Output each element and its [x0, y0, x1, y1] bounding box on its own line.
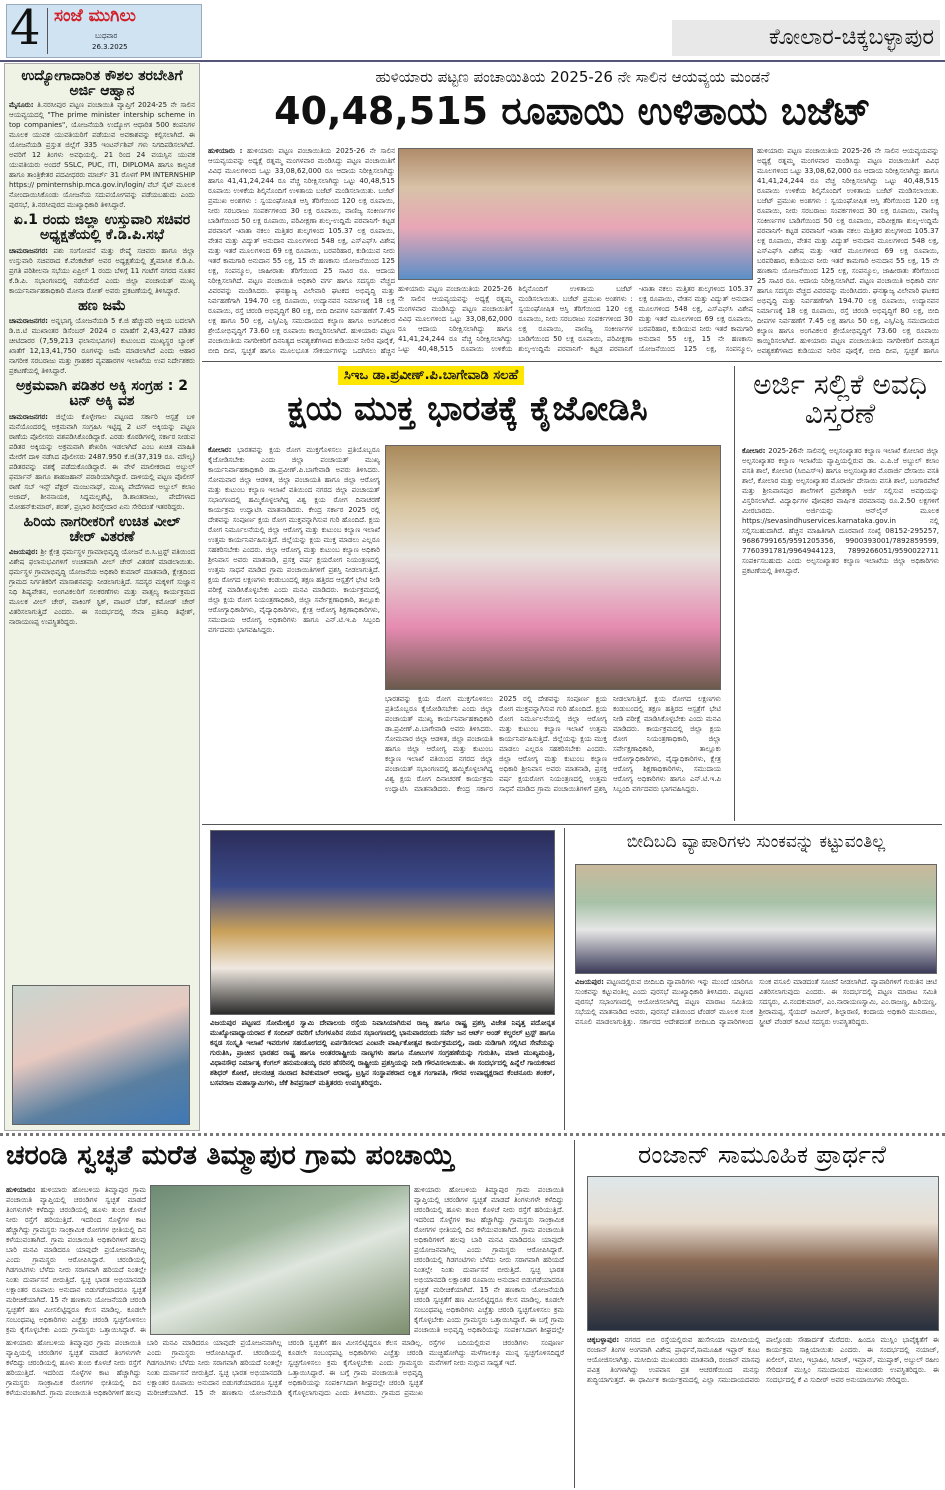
- column-rule: [734, 366, 735, 821]
- dateline: ಚಾಮರಾಜನಗರ:: [9, 317, 48, 326]
- dateline: ಚಾಮರಾಜನಗರ:: [9, 246, 48, 255]
- dateline: ವಿಜಯಪುರ:: [9, 548, 38, 557]
- drain-headline: ಚರಂಡಿ ಸ್ವಚ್ಛತೆ ಮರೆತ ತಿಮ್ಮಾಪುರ ಗ್ರಾಮ ಪಂಚಾಯ್ತಿ: [6, 1140, 455, 1171]
- masthead-divider: [47, 8, 48, 54]
- vendor-meeting-photo: [575, 864, 937, 974]
- drain-photo: [150, 1185, 410, 1335]
- dateline: ಕೋಲಾರ:: [742, 447, 766, 455]
- ramzan-body-text: ನಗರದ ಬಿಬಿ ರಸ್ತೆಯಲ್ಲಿರುವ ಹುಸೇನಿಯಾ ಮಸೀದಿಯಲ್ಲಿ ರಂಜಾನ್ ತಿಂಗಳ ಅಂಗವಾಗಿ ವಿಶೇಷ ಪ್ರಾರ್ಥನೆ,ಸಾಮೂಹಿಕ ಇಫ್ತಾರ್ ಕೂಟ ಆಯೋಜಿಸಲಾಗಿತ್ತು. ಮಸೀದಿಯ ಮುಖಂಡರು ಮಾತನಾಡಿ, ರಂಜಾನ್ ಮಾಸವು ಪವಿತ್ರ ತಿಂಗಳಾಗಿದ್ದು ಉಪವಾಸ ವ್ರತ ಆಚರಣೆಯಿಂದ ಮನಸ್ಸು ಶುದ್ಧಿಯಾಗುತ್ತದೆ. ಈ ಧಾರ್ಮಿಕ ಕಾರ್ಯಕ್ರಮದಲ್ಲಿ ಎಲ್ಲಾ ಸಮುದಾಯದವರು ಪಾಲ್ಗೊಂಡು ಸೌಹಾರ್ದತೆ ಮೆರೆದರು. ಹಿಂದೂ ಮುಸ್ಲಿಂ ಭಾವೈಕ್ಯತೆಗೆ ಈ ಕಾರ್ಯಕ್ರಮ ಸಾಕ್ಷಿಯಾಯಿತು ಎಂದರು. ಈ ಸಂದರ್ಭದಲ್ಲಿ ನಯಾಜ್, ಖಲೀಲ್, ವಸೀಂ, ಇಬ್ರಾಹಿಂ, ಸಿರಾಜ್, ಇಮ್ರಾನ್, ಮುಷ್ತಾಕ್, ಅಬ್ದುಲ್ ರಹೀಂ ಸೇರಿದಂತೆ ಮುಸ್ಲಿಂ ಸಮುದಾಯದ ಮುಖಂಡರು ಉಪಸ್ಥಿತರಿದ್ದರು. ಈ ಸಂದರ್ಭದಲ್ಲಿ ಕೆ ವಿ ಸುದೀರ್ ಅವರ ಅನುಯಾಯಿಗಳು ಸೇರಿದ್ದರು.: [587, 1336, 939, 1384]
- lead-body-bottom: [398, 284, 753, 358]
- left-story-body: ಅನ್ನಭಾಗ್ಯ ಯೋಜನೆಯಡಿ 5 ಕೆ.ಜಿ ಹೆಚ್ಚುವರಿ ಅಕ್ಕಿಯ ಬದಲಾಗಿ ಡಿ.ಬಿ.ಟಿ ಮುಖಾಂತರ ಡಿಸೆಂಬರ್ 2024 ರ ಮಾಹೆಗೆ 2,43,427 ಪಡಿತರ ಚೀಟಿದಾರರ (7,59,213 ಫಲಾನುಭವಿಗಳ) ಕುಟುಂಬದ ಮುಖ್ಯಸ್ಥರ ಬ್ಯಾಂಕ್ ಖಾತೆಗೆ 12,13,41,750 ರೂಗಳನ್ನು ಜಮೆ ಮಾಡಲಾಗಿದೆ ಎಂದು ಆಹಾರ ನಾಗರೀಕ ಸರಬರಾಜು ಮತ್ತು ಗ್ರಾಹಕರ ವ್ಯವಹಾರಗಳ ಇಲಾಖೆಯ ಉಪ ನಿರ್ದೇಶಕರು ಪ್ರಕಟಣೆಯಲ್ಲಿ ತಿಳಿಸಿದ್ದಾರೆ.: [9, 317, 195, 376]
- drain-body-right: [414, 1185, 564, 1335]
- dateline: ಮೈಸೂರು:: [9, 101, 34, 110]
- lead-body-continued: ಹುಳಿಯಾರು ಪಟ್ಟಣ ಪಂಚಾಯಿತಿಯ 2025-26 ನೇ ಸಾಲಿನ ಆಯವ್ಯಯವನ್ನು ಅಧ್ಯಕ್ಷೆ ರತ್ನಮ್ಮ ಮಂಗಳವಾರ ಮಂಡಿಸಿದ್ದು ಪಟ್ಟಣ ಪಂಚಾಯಿತಿಗೆ ವಿವಿಧ ಮೂಲಗಳಿಂದ ಒಟ್ಟು 33,08,62,000 ರೂ ಆದಾಯ ನಿರೀಕ್ಷಿಸಲಾಗಿದ್ದು ಹಾಗೂ 41,41,24,244 ರೂ ವೆಚ್ಚ ನಿರೀಕ್ಷಿಸಲಾಗಿದ್ದು ಒಟ್ಟು 40,48,515 ರೂಪಾಯಿ ಉಳಿಕೆಯ ಶಿಲ್ಕಿನೊಂದಿಗೆ ಉಳಿತಾಯ ಬಜೆಟ್ ಮಂಡಿಸಲಾಯಿತು. ಬಜೆಟ್ ಪ್ರಮುಖ ಅಂಶಗಳು : ಸ್ವಯಂಘೋಷಿತ ಆಸ್ತಿ ತೆರಿಗೆಯಿಂದ 120 ಲಕ್ಷ ರೂಪಾಯಿ, ನೀರು ಸರಬರಾಜು ಸಂಪರ್ಕಗಳಿಂದ 30 ಲಕ್ಷ ರೂಪಾಯಿ, ವಾಣಿಜ್ಯ ಸಂಕೀರ್ಣಗಳ ಬಾಡಿಗೆಯಿಂದ 50 ಲಕ್ಷ ರೂಪಾಯಿ, ಪರಿವೀಕ್ಷಣಾ ಶುಲ್ಕ-ಉದ್ದಿಮೆ ಪರವಾನಿಗೆ- ಕಟ್ಟಡ ಪರವಾನಿಗೆ -ಖಾತಾ ನಕಲು ಮತ್ತಿತರ ಶುಲ್ಕಗಳಿಂದ 105.37 ಲಕ್ಷ ರೂಪಾಯಿ, ವೇತನ ಮತ್ತು ವಿದ್ಯುತ್ ಅನುದಾನ ಮೂಲಗಳಿಂದ 548 ಲಕ್ಷ, ಎಸ್ಎಫ್‌ಸಿ ವಿಶೇಷ ಮತ್ತು ಇತರೆ ಮೂಲಗಳಿಂದ 69 ಲಕ್ಷ ರೂಪಾಯಿ, ಬರಪರಿಹಾರ, ಕುಡಿಯುವ ನೀರು ಇತರೆ ಕಾಮಗಾರಿ ಅನುದಾನ 55 ಲಕ್ಷ, 15 ನೇ ಹಣಕಾಸು ಯೋಜನೆಯಿಂದ 125 ಲಕ್ಷ, ಸಂಪನ್ಮೂಲ,: [398, 285, 753, 353]
- page-number: 4: [10, 0, 41, 56]
- lead-body: ಹುಳಿಯಾರು ಪಟ್ಟಣ ಪಂಚಾಯಿತಿಯ 2025-26 ನೇ ಸಾಲಿನ ಆಯವ್ಯಯವನ್ನು ಅಧ್ಯಕ್ಷೆ ರತ್ನಮ್ಮ ಮಂಗಳವಾರ ಮಂಡಿಸಿದ್ದು ಪಟ್ಟಣ ಪಂಚಾಯಿತಿಗೆ ವಿವಿಧ ಮೂಲಗಳಿಂದ ಒಟ್ಟು 33,08,62,000 ರೂ ಆದಾಯ ನಿರೀಕ್ಷಿಸಲಾಗಿದ್ದು ಹಾಗೂ 41,41,24,244 ರೂ ವೆಚ್ಚ ನಿರೀಕ್ಷಿಸಲಾಗಿದ್ದು ಒಟ್ಟು 40,48,515 ರೂಪಾಯಿ ಉಳಿಕೆಯ ಶಿಲ್ಕಿನೊಂದಿಗೆ ಉಳಿತಾಯ ಬಜೆಟ್ ಮಂಡಿಸಲಾಯಿತು. ಬಜೆಟ್ ಪ್ರಮುಖ ಅಂಶಗಳು : ಸ್ವಯಂಘೋಷಿತ ಆಸ್ತಿ ತೆರಿಗೆಯಿಂದ 120 ಲಕ್ಷ ರೂಪಾಯಿ, ನೀರು ಸರಬರಾಜು ಸಂಪರ್ಕಗಳಿಂದ 30 ಲಕ್ಷ ರೂಪಾಯಿ, ವಾಣಿಜ್ಯ ಸಂಕೀರ್ಣಗಳ ಬಾಡಿಗೆಯಿಂದ 50 ಲಕ್ಷ ರೂಪಾಯಿ, ಪರಿವೀಕ್ಷಣಾ ಶುಲ್ಕ-ಉದ್ದಿಮೆ ಪರವಾನಿಗೆ- ಕಟ್ಟಡ ಪರವಾನಿಗೆ -ಖಾತಾ ನಕಲು ಮತ್ತಿತರ ಶುಲ್ಕಗಳಿಂದ 105.37 ಲಕ್ಷ ರೂಪಾಯಿ, ವೇತನ ಮತ್ತು ವಿದ್ಯುತ್ ಅನುದಾನ ಮೂಲಗಳಿಂದ 548 ಲಕ್ಷ, ಎಸ್ಎಫ್‌ಸಿ ವಿಶೇಷ ಮತ್ತು ಇತರೆ ಮೂಲಗಳಿಂದ 69 ಲಕ್ಷ ರೂಪಾಯಿ, ಬರಪರಿಹಾರ, ಕುಡಿಯುವ ನೀರು ಇತರೆ ಕಾಮಗಾರಿ ಅನುದಾನ 55 ಲಕ್ಷ, 15 ನೇ ಹಣಕಾಸು ಯೋಜನೆಯಿಂದ 125 ಲಕ್ಷ, ಸಂಪನ್ಮೂಲ, ಜಾಹೀರಾತು ತೆರಿಗೆಯಿಂದ 25 ಸಾವಿರ ರೂ. ಆದಾಯ ನಿರೀಕ್ಷಿಸಲಾಗಿದೆ. ಪಟ್ಟಣ ಪಂಚಾಯಿತಿ ಅಧಿಕಾರಿ ವರ್ಗ ಹಾಗೂ ಸದಸ್ಯರು ವೆಚ್ಚದ ವಿವರವನ್ನು ಮಂಡಿಸಿದರು. ಘನತ್ಯಾಜ್ಯ ವಿಲೇವಾರಿ ಘಟಕದ ಅಭಿವೃದ್ಧಿ ಮತ್ತು ನಿರ್ವಹಣೆಗಾಗಿ 194.70 ಲಕ್ಷ ರೂಪಾಯಿ, ಉದ್ಯಾನವನ ನಿರ್ಮಾಣಕ್ಕೆ 18 ಲಕ್ಷ ರೂಪಾಯಿ, ರಸ್ತೆ ಚರಂಡಿ ಅಭಿವೃದ್ಧಿಗೆ 80 ಲಕ್ಷ, ಬೀದಿ ದೀಪಗಳ ನಿರ್ವಹಣೆಗೆ 7.45 ಲಕ್ಷ ಹಾಗೂ 50 ಲಕ್ಷ, ಎಸ್ಸಿ/ಎಸ್ಟಿ ಸಮುದಾಯದ ಕಲ್ಯಾಣ ಹಾಗೂ ಅಂಗವಿಕಲರ ಶ್ರೇಯೋಭಿವೃದ್ಧಿಗೆ 73.60 ಲಕ್ಷ ರೂಪಾಯಿ ಕಾಯ್ದಿರಿಸಲಾಗಿದೆ. ಹುಳಿಯಾರು ಪಟ್ಟಣ ಪಂಚಾಯಿತಿಯ ನಾಗರೀಕರಿಗೆ ದಿನನಿತ್ಯದ ಅವಶ್ಯಕತೆಗಳಾದ ಕುಡಿಯುವ ನೀರಿನ ಪೂರೈಕೆ, ಬೀದಿ ದೀಪ, ಸ್ವಚ್ಛತೆ ಹಾಗೂ ಮೂಲಭೂತ ಸೌಕರ್ಯಗಳನ್ನು ಒದಗಿಸಲು ಹೆಚ್ಚಿನ: [208, 147, 395, 355]
- issue-date: 26.3.2025: [92, 43, 128, 51]
- edition-name: ಕೋಲಾರ-ಚಿಕ್ಕಬಳ್ಳಾಪುರ: [672, 20, 940, 56]
- lead-body-right: [757, 146, 939, 358]
- column-rule: [564, 828, 565, 1130]
- award-ceremony-photo: [210, 830, 555, 1015]
- left-story-3: [9, 299, 195, 377]
- dateline: ಚಿಕ್ಕಬಳ್ಳಾಪುರ:: [587, 1336, 620, 1344]
- left-story-body: ತಿ.ನರಸೀಪುರ ಪಟ್ಟಣ ಪಂಚಾಯಿತಿ ವ್ಯಾಪ್ತಿಗೆ 2024-25 ನೇ ಸಾಲಿನ ಆಯವ್ಯಯದಲ್ಲಿ "The prime minister intership scheme in top companies", ಯೋಜನೆಯಡಿ ಉದ್ಯೋಗ ಆಧಾರಿತ 500 ಕಂಪನಿಗಳ ಮೂಲಕ ಯುವಕ ಯುವತಿಯರಿಗೆ ಪಡೆಯುವ ಅವಕಾಶವನ್ನು ಕಲ್ಪಿಸಲಾಗಿದೆ. ಈ ಯೋಜನೆಯಡಿ ಪ್ರಸ್ತುತ ಜಿಲ್ಲೆಗೆ 335 ಇಂಟರ್ನ್‌ಶಿಪ್ ಗಳು ನಿಗದಿಪಡಿಸಲಾಗಿದೆ. ಅವರಿಗೆ 12 ತಿಂಗಳು ಅವಧಿಯಲ್ಲಿ. 21 ರಿಂದ 24 ವಯಸ್ಸಿನ ಯುವಕ ಯುವತಿಯರು ಅಂದರೆ SSLC, PUC, ITI, DIPLOMA ಹಾಗೂ ಕಾಲ್ಪನಿಕ ಹಾಗೂ ತಾಂತ್ರಿಕೇತರ ಪದವೀಧರರು ಮಾರ್ಚ್ 31 ರೊಳಗೆ PM INTERNSHIP https:// pminternship.mca.gov.in/login/ ವೆಬ್ ಸೈಟ್ ಮೂಲಕ ನೋಂದಾಯಿಸಿಕೊಂಡು ಯೋಜನೆಯ ಸದುಪಯೋಗವನ್ನು ಪಡೆಯಬಹುದು ಎಂದು ಪುರಸಭೆ, ತಿ.ನರಸೀಪುರದ ಮುಖ್ಯಾಧಿಕಾರಿ ತಿಳಿಸಿದ್ದಾರೆ.: [9, 101, 195, 210]
- left-story-body: ಪಶು ಸಂಗೋಪನೆ ಮತ್ತು ರೇಷ್ಮೆ ಸಚಿವರು ಹಾಗೂ ಜಿಲ್ಲಾ ಉಸ್ತುವಾರಿ ಸಚಿವರಾದ ಕೆ.ವೆಂಕಟೇಶ್ ಅವರ ಅಧ್ಯಕ್ಷತೆಯಲ್ಲಿ ತ್ರೈಮಾಸಿಕ ಕೆ.ಡಿ.ಪಿ. ಪ್ರಗತಿ ಪರಿಶೀಲನಾ ಸಭೆಯು ಏಪ್ರಿಲ್ 1 ರಂದು ಬೆಳಿಗ್ಗೆ 11 ಗಂಟೆಗೆ ನಗರದ ನೂತನ ಕೆ.ಡಿ.ಪಿ. ಸಭಾಂಗಣದಲ್ಲಿ ನಡೆಯಲಿದೆ ಎಂದು ಜಿಲ್ಲಾ ಪಂಚಾಯತ್ ಮುಖ್ಯ ಕಾರ್ಯನಿರ್ವಾಹಕಾಧಿಕಾರಿ ಮೋನಾ ರೋತ್ ಅವರು ಪ್ರಕಟಣೆಯಲ್ಲಿ ತಿಳಿಸಿದ್ದಾರೆ.: [9, 246, 195, 295]
- ramzan-prayer-photo: [587, 1176, 939, 1331]
- application-body: [742, 446, 939, 821]
- column-rule: [574, 1140, 575, 1488]
- left-story-5: [9, 515, 195, 627]
- ramzan-body: [587, 1335, 939, 1487]
- drain-body-bottom: [6, 1338, 564, 1488]
- section-rule: [202, 361, 942, 362]
- ramzan-headline: ರಂಜಾನ್ ಸಾಮೂಹಿಕ ಪ್ರಾರ್ಥನೆ: [637, 1140, 887, 1169]
- vendor-body-text: ಪಟ್ಟಣದಲ್ಲಿರುವ ಬೀದಿಬದಿ ವ್ಯಾಪಾರಿಗಳು ಇನ್ನು ಮುಂದೆ ಯಾರಿಗೂ ಸುಂಕವನ್ನು ಕಟ್ಟುವಂತಿಲ್ಲ ಎಂದು ಪುರಸಭೆ ಮುಖ್ಯಾಧಿಕಾರಿ ತಿಳಿಸಿದರು. ಪಟ್ಟಣದ ಪುರಸಭೆ ಸಭಾಂಗಣದಲ್ಲಿ ಆಯೋಜಿಸಲಾಗಿದ್ದ ಪಟ್ಟಣ ಮಾರಾಟ ಸಮಿತಿಯ ಸಭೆಯಲ್ಲಿ ಮಾತನಾಡಿದ ಅವರು, ಪುರಸಭೆ ವತಿಯಿಂದ ಟೆಂಡರ್ ಮೂಲಕ ಸುಂಕ ವಸೂಲಿ ಮಾಡಲಾಗುತ್ತಿತ್ತು. ಸರ್ಕಾರದ ಆದೇಶದಂತೆ ಬೀದಿಬದಿ ವ್ಯಾಪಾರಿಗಳಿಂದ ಸುಂಕ ವಸೂಲಿ ಮಾಡದಂತೆ ಸೂಚನೆ ನೀಡಲಾಗಿದೆ. ವ್ಯಾಪಾರಿಗಳಿಗೆ ಗುರುತಿನ ಚೀಟಿ ವಿತರಿಸಲಾಗುವುದು ಎಂದರು. ಈ ಸಂದರ್ಭದಲ್ಲಿ ಪಟ್ಟಣ ಮಾರಾಟ ಸಮಿತಿ ಸದಸ್ಯರು, ವಿ.ನಂದಕುಮಾರ್, ಎಂ.ನಾರಾಯಣಸ್ವಾಮಿ, ಎಂ.ರಾಜಣ್ಣ, ಹಿರಿಯಣ್ಣ, ಶ್ರೀರಾಮಪ್ಪ, ಸೈಯದ್ ಜಮೀರ್, ಶಿಲ್ಪಾರಾಣಿ, ಕಂದಾಯ ಅಧಿಕಾರಿ ಮುನಿರಾಜು, ಸ್ಟ್ರೀಟ್ ವೆಂಡರ್ ಕಮಿಟಿ ಸದಸ್ಯರು ಉಪಸ್ಥಿತರಿದ್ದರು.: [575, 978, 937, 1026]
- lead-body-left: [208, 146, 395, 358]
- tb-event-photo: [385, 445, 721, 690]
- left-story-headline: ಉದ್ಯೋಗಾದಾರಿತ ಕೌಶಲ ತರಬೇತಿಗೆ ಅರ್ಜಿ ಆಹ್ವಾನ: [21, 68, 183, 99]
- left-story-1: [9, 69, 195, 210]
- tb-body: ಭಾರತವನ್ನು ಕ್ಷಯ ರೋಗ ಮುಕ್ತಗೊಳಿಸಲು ಪ್ರತಿಯೊಬ್ಬರೂ ಕೈಜೋಡಿಸಬೇಕು ಎಂದು ಜಿಲ್ಲಾ ಪಂಚಾಯತ್ ಮುಖ್ಯ ಕಾರ್ಯನಿರ್ವಾಹಕಾಧಿಕಾರಿ ಡಾ.ಪ್ರವೀಣ್.ಪಿ.ಬಾಗೇವಾಡಿ ಅವರು ತಿಳಿಸಿದರು. ಸೋಮವಾರ ಜಿಲ್ಲಾ ಆಡಳಿತ, ಜಿಲ್ಲಾ ಪಂಚಾಯತಿ ಹಾಗೂ ಜಿಲ್ಲಾ ಆರೋಗ್ಯ ಮತ್ತು ಕುಟುಂಬ ಕಲ್ಯಾಣ ಇಲಾಖೆ ವತಿಯಿಂದ ನಗರದ ಜಿಲ್ಲಾ ಪಂಚಾಯತ್ ಸಭಾಂಗಣದಲ್ಲಿ ಹಮ್ಮಿಕೊಳ್ಳಲಾಗಿದ್ದ ವಿಶ್ವ ಕ್ಷಯ ರೋಗ ದಿನಾಚರಣೆ ಕಾರ್ಯಕ್ರಮ ಉದ್ಘಾಟಿಸಿ ಮಾತನಾಡಿದರು. ಕೇಂದ್ರ ಸರ್ಕಾರ 2025 ರಲ್ಲಿ ದೇಶವನ್ನು ಸಂಪೂರ್ಣ ಕ್ಷಯ ರೋಗ ಮುಕ್ತವನ್ನಾಗಿಸುವ ಗುರಿ ಹೊಂದಿದೆ. ಕ್ಷಯ ರೋಗ ನಿರ್ಮೂಲನೆಯಲ್ಲಿ ಜಿಲ್ಲಾ ಆರೋಗ್ಯ ಮತ್ತು ಕುಟುಂಬ ಕಲ್ಯಾಣ ಇಲಾಖೆ ಉತ್ತಮ ಕಾರ್ಯನಿರ್ವಹಿಸುತ್ತಿದೆ. ಜಿಲ್ಲೆಯನ್ನು ಕ್ಷಯ ಮುಕ್ತ ಮಾಡಲು ಎಲ್ಲರೂ ಸಹಕರಿಸಬೇಕು ಎಂದರು. ಜಿಲ್ಲಾ ಆರೋಗ್ಯ ಮತ್ತು ಕುಟುಂಬ ಕಲ್ಯಾಣ ಅಧಿಕಾರಿ ಶ್ರೀನಿವಾಸ ಅವರು ಮಾತನಾಡಿ, ಪ್ರಸಕ್ತ ವರ್ಷ ಕ್ಷಯರೋಗ ನಿಯಂತ್ರಣದಲ್ಲಿ ಉತ್ತಮ ಸಾಧನೆ ಮಾಡಿದ ಗ್ರಾಮ ಪಂಚಾಯಿತಿಗಳಿಗೆ ಪ್ರಶಸ್ತಿ ನೀಡಲಾಗುತ್ತಿದೆ. ಕ್ಷಯ ರೋಗದ ಲಕ್ಷಣಗಳು ಕಂಡುಬಂದಲ್ಲಿ ತಕ್ಷಣ ಹತ್ತಿರದ ಆಸ್ಪತ್ರೆಗೆ ಭೇಟಿ ನೀಡಿ ಪರೀಕ್ಷೆ ಮಾಡಿಸಿಕೊಳ್ಳಬೇಕು ಎಂದು ಮನವಿ ಮಾಡಿದರು. ಕಾರ್ಯಕ್ರಮದಲ್ಲಿ ಜಿಲ್ಲಾ ಕ್ಷಯ ರೋಗ ನಿಯಂತ್ರಣಾಧಿಕಾರಿ, ಜಿಲ್ಲಾ ಸರ್ವೇಕ್ಷಣಾಧಿಕಾರಿ, ತಾಲ್ಲೂಕು ಆರೋಗ್ಯಾಧಿಕಾರಿಗಳು, ವೈದ್ಯಾಧಿಕಾರಿಗಳು, ಕ್ಷೇತ್ರ ಆರೋಗ್ಯ ಶಿಕ್ಷಣಾಧಿಕಾರಿಗಳು, ಸಮುದಾಯ ಆರೋಗ್ಯ ಅಧಿಕಾರಿಗಳು ಹಾಗೂ ಎನ್.ಟಿ.ಇ.ಪಿ ಸಿಬ್ಬಂದಿ ವರ್ಗದವರು ಭಾಗವಹಿಸಿದ್ದರು.: [208, 446, 380, 634]
- left-story-headline: ಹಣ ಜಮೆ: [78, 297, 126, 314]
- left-story-headline: ಅಕ್ರಮವಾಗಿ ಪಡಿತರ ಅಕ್ಕಿ ಸಂಗ್ರಹ : 2 ಟನ್ ಅಕ್ಕಿ ವಶ: [16, 378, 188, 410]
- paper-name-logo: ಸಂಜೆ ಮುಗಿಲು: [54, 6, 136, 26]
- left-story-headline: ಹಿರಿಯ ನಾಗರೀಕರಿಗೆ ಉಚಿತ ವೀಲ್ ಚೇರ್ ವಿತರಣೆ: [23, 513, 181, 545]
- left-story-body: ಜಿಲ್ಲೆಯ ಕೊಳ್ಳೇಗಾಲ ಪಟ್ಟಣದ ಸರ್ಕಾರಿ ಆಸ್ಪತ್ರೆ ಬಳಿ ಮನೆಯೊಂದರಲ್ಲಿ ಅಕ್ರಮವಾಗಿ ಸಂಗ್ರಹಿಸಿ ಇಟ್ಟಿದ್ದ 2 ಟನ್ ಅಕ್ಕಿಯನ್ನು ಪಟ್ಟಣ ಠಾಣೆಯ ಪೊಲೀಸರು ವಶಪಡಿಸಿಕೊಂಡಿದ್ದಾರೆ. ಎರಡು ಕೊಠಡಿಗಳಲ್ಲಿ ಸರ್ಕಾರ ನೀಡುವ ಪಡಿತರ ಅಕ್ಕಿಯನ್ನು ಅಕ್ರಮವಾಗಿ ಶೇಖರಿಸಿ ಇಡಲಾಗಿದೆ ಎಂಬ ಖಚಿತ ಮಾಹಿತಿ ಮೇರೆಗೆ ದಾಳಿ ನಡೆಸಿದ ಪೊಲೀಸರು 2487.950 ಕೆ.ಜಿ(37,319 ರೂ. ಮೌಲ್ಯ) ಪಡಿತರವನ್ನು ವಶಕ್ಕೆ ಪಡೆದುಕೊಂಡಿದ್ದಾರೆ. ಈ ವೇಳೆ ಮಾಲೀಕರಾದ ಅಬ್ದುಲ್ ಫರ್ಮಾನ್ ಹಾಗೂ ಶಾಹಜಹಾನ್ ಪರಾರಿಯಾಗಿದ್ದಾರೆ. ದಾಳಿಯಲ್ಲಿ ಪಟ್ಟಣ ಪೊಲೀಸ್ ಠಾಣೆ ಸಬ್ ಇನ್ಸ್ ಪೆಕ್ಟರ್ ಮಂಜುನಾಥ್, ಮುಖ್ಯ ಪೇದೆಗಳಾದ ಅಬ್ದುಲ್ ಕಲಾಂ ಅಜಾದ್, ಶೀನನಾಯಕ, ಸಿದ್ದಮಲ್ಲಶೆಟ್ಟಿ, ಡಿ.ಶಾಂತರಾಜು, ಪೇದೆಗಳಾದ ಮೋಹನ್‌ಕುಮಾರ್, ಶರತ್, ಪ್ರಭಾರ ಶಿರಸ್ತೇದಾರ ಏನು ಸೇರಿದಂತೆ ಇತರರಿದ್ದರು.: [9, 412, 195, 511]
- award-caption: ವಿಜಯಪುರ ಪಟ್ಟಣದ ಸೋಮೇಶ್ವರ ಸ್ವಾಮಿ ದೇವಾಲಯ ರಸ್ತೆಯ ನಿವಾಸಿಯಾಗಿರುವ ರಾಜ್ಯ ಹಾಗೂ ರಾಷ್ಟ್ರ ಪ್ರಶಸ್ತಿ ವಿಜೇತ ನಿವೃತ್ತ ಪದೋನ್ನತ ಮುಖ್ಯೋಪಾಧ್ಯಾಯರಾದ ಕೆ ಸಂದೀಪ್ ರವರಿಗೆ ಬೆಂಗಳೂರಿನ ನಯನ ಸಭಾಂಗಣದಲ್ಲಿ ಭಾನುವಾರದಂದು ಸರ್ವೇ ಜನ ಆರ್ಟ್ ಅಂಡ್ ಕಲ್ಚರಲ್ ಟ್ರಸ್ಟ್ ಹಾಗೂ ಕನ್ನಡ ಸಂಸ್ಕೃತಿ ಇಲಾಖೆ ಇವರುಗಳ ಸಹಯೋಗದಲ್ಲಿ ಏರ್ಪಡಿಸಲಾದ ಎಂಟನೇ ವಾರ್ಷಿಕೋತ್ಸವ ಕಾರ್ಯಕ್ರಮದಲ್ಲಿ, ನಾಡು ನುಡಿಗಾಗಿ ಸಲ್ಲಿಸಿದ ಸೇವೆಯನ್ನು ಗುರುತಿಸಿ, ಪ್ರಾಚೀನ ಭಾರತದ ರಾಷ್ಟ್ರ ಹಾಗೂ ಅಂತರರಾಷ್ಟ್ರೀಯ ನಾಣ್ಯಗಳು ಹಾಗೂ ನೋಟುಗಳ ಸಂಗ್ರಹಣೆಯನ್ನು ಗುರುತಿಸಿ, ಮಾಜಿ ಮುಖ್ಯಮಂತ್ರಿ, ವಿಧಾನಸೌಧ ನಿರ್ಮಾತೃ ಕೆಂಗಲ್ ಹನುಮಂತಯ್ಯ ರವರ ಹೆಸರಿನಲ್ಲಿ ರಾಷ್ಟ್ರೀಯ ಪ್ರಶಸ್ತಿಯನ್ನು ನೀಡಿ ಗೌರವಿಸಲಾಯಿತು. ಈ ಸಂದರ್ಭದಲ್ಲಿ ಹಿನ್ನೆಲೆ ಗಾಯಕರಾದ ಶಶಿಧರ್ ಕೋಟೆ, ಚಲನಚಿತ್ರ ನಟರಾದ ಶಿವಕುಮಾರ್ ಆರಾಧ್ಯ, ಟ್ರಸ್ಟಿನ ಸಂಸ್ಥಾಪಕರಾದ ಲಕ್ಷಿತ ಗಂಗಾಪತಿ, ಗೌರವ ಉಪಾಧ್ಯಕ್ಷರಾದ ಕೆಂಚನೂರು ಶಂಕರ್, ಬಸವರಾಜ ಮಹಾಸ್ವಾಮಿಗಳು, ಜೆಕೆ ಶಿವಪ್ರಸಾದ್ ಮತ್ತಿತರರು ಉಪಸ್ಥಿತರಿದ್ದರು.: [210, 1019, 555, 1087]
- dateline: ಚಾಮರಾಜನಗರ:: [9, 412, 48, 421]
- left-story-headline: ಏ.1 ರಂದು ಜಿಲ್ಲಾ ಉಸ್ತುವಾರಿ ಸಚಿವರ ಅಧ್ಯಕ್ಷತೆಯಲ್ಲಿ ಕೆ.ಡಿ.ಪಿ.ಸಭೆ: [13, 212, 191, 244]
- masthead-rule: [0, 60, 945, 62]
- dateline: ಹುಳಿಯಾರು :: [208, 147, 243, 155]
- drain-body-text: ಹುಳಿಯಾರು ಹೋಬಳಿಯ ತಿಮ್ಮಾಪುರ ಗ್ರಾಮ ಪಂಚಾಯಿತಿ ವ್ಯಾಪ್ತಿಯಲ್ಲಿ ಚರಂಡಿಗಳ ಸ್ವಚ್ಛತೆ ಮಾಡದೆ ತಿಂಗಳುಗಳೇ ಕಳೆದಿದ್ದು ಚರಂಡಿಯಲ್ಲಿ ಹೂಳು ತುಂಬಿ ಕೊಳಚೆ ನೀರು ರಸ್ತೆಗೆ ಹರಿಯುತ್ತಿದೆ. ಇದರಿಂದ ಸೊಳ್ಳೆಗಳ ಕಾಟ ಹೆಚ್ಚಾಗಿದ್ದು ಗ್ರಾಮಸ್ಥರು ಸಾಂಕ್ರಾಮಿಕ ರೋಗಗಳ ಭೀತಿಯಲ್ಲಿ ದಿನ ಕಳೆಯುವಂತಾಗಿದೆ. ಗ್ರಾಮ ಪಂಚಾಯಿತಿ ಅಧಿಕಾರಿಗಳಿಗೆ ಹಲವು ಬಾರಿ ಮನವಿ ಮಾಡಿದರೂ ಯಾವುದೇ ಪ್ರಯೋಜನವಾಗಿಲ್ಲ ಎಂದು ಗ್ರಾಮಸ್ಥರು ಆರೋಪಿಸಿದ್ದಾರೆ. ಚರಂಡಿಯಲ್ಲಿ ಗಿಡಗಂಟಿಗಳು ಬೆಳೆದು ನೀರು ಸರಾಗವಾಗಿ ಹರಿಯದೆ ನಿಂತಲ್ಲೇ ನಿಂತು ದುರ್ವಾಸನೆ ಬೀರುತ್ತಿದೆ. ಸ್ವಚ್ಛ ಭಾರತ ಅಭಿಯಾನದಡಿ ಲಕ್ಷಾಂತರ ರೂಪಾಯಿ ಅನುದಾನ ಬಿಡುಗಡೆಯಾದರೂ ಸ್ವಚ್ಛತೆ ಮರೀಚಿಕೆಯಾಗಿದೆ. 15 ನೇ ಹಣಕಾಸು ಯೋಜನೆಯಡಿ ಚರಂಡಿ ಸ್ವಚ್ಛತೆಗೆ ಹಣ ಮೀಸಲಿಟ್ಟಿದ್ದರೂ ಕೆಲಸ ಮಾಡಿಲ್ಲ. ಕೂಡಲೇ ಸಂಬಂಧಪಟ್ಟ ಅಧಿಕಾರಿಗಳು ಎಚ್ಚೆತ್ತು ಚರಂಡಿ ಸ್ವಚ್ಛಗೊಳಿಸಲು ಕ್ರಮ ಕೈಗೊಳ್ಳಬೇಕು ಎಂದು ಗ್ರಾಮಸ್ಥರು ಒತ್ತಾಯಿಸಿದ್ದಾರೆ. ಈ: [6, 1186, 146, 1334]
- lead-body-continued: ಹುಳಿಯಾರು ಪಟ್ಟಣ ಪಂಚಾಯಿತಿಯ 2025-26 ನೇ ಸಾಲಿನ ಆಯವ್ಯಯವನ್ನು ಅಧ್ಯಕ್ಷೆ ರತ್ನಮ್ಮ ಮಂಗಳವಾರ ಮಂಡಿಸಿದ್ದು ಪಟ್ಟಣ ಪಂಚಾಯಿತಿಗೆ ವಿವಿಧ ಮೂಲಗಳಿಂದ ಒಟ್ಟು 33,08,62,000 ರೂ ಆದಾಯ ನಿರೀಕ್ಷಿಸಲಾಗಿದ್ದು ಹಾಗೂ 41,41,24,244 ರೂ ವೆಚ್ಚ ನಿರೀಕ್ಷಿಸಲಾಗಿದ್ದು ಒಟ್ಟು 40,48,515 ರೂಪಾಯಿ ಉಳಿಕೆಯ ಶಿಲ್ಕಿನೊಂದಿಗೆ ಉಳಿತಾಯ ಬಜೆಟ್ ಮಂಡಿಸಲಾಯಿತು. ಬಜೆಟ್ ಪ್ರಮುಖ ಅಂಶಗಳು : ಸ್ವಯಂಘೋಷಿತ ಆಸ್ತಿ ತೆರಿಗೆಯಿಂದ 120 ಲಕ್ಷ ರೂಪಾಯಿ, ನೀರು ಸರಬರಾಜು ಸಂಪರ್ಕಗಳಿಂದ 30 ಲಕ್ಷ ರೂಪಾಯಿ, ವಾಣಿಜ್ಯ ಸಂಕೀರ್ಣಗಳ ಬಾಡಿಗೆಯಿಂದ 50 ಲಕ್ಷ ರೂಪಾಯಿ, ಪರಿವೀಕ್ಷಣಾ ಶುಲ್ಕ-ಉದ್ದಿಮೆ ಪರವಾನಿಗೆ- ಕಟ್ಟಡ ಪರವಾನಿಗೆ -ಖಾತಾ ನಕಲು ಮತ್ತಿತರ ಶುಲ್ಕಗಳಿಂದ 105.37 ಲಕ್ಷ ರೂಪಾಯಿ, ವೇತನ ಮತ್ತು ವಿದ್ಯುತ್ ಅನುದಾನ ಮೂಲಗಳಿಂದ 548 ಲಕ್ಷ, ಎಸ್ಎಫ್‌ಸಿ ವಿಶೇಷ ಮತ್ತು ಇತರೆ ಮೂಲಗಳಿಂದ 69 ಲಕ್ಷ ರೂಪಾಯಿ, ಬರಪರಿಹಾರ, ಕುಡಿಯುವ ನೀರು ಇತರೆ ಕಾಮಗಾರಿ ಅನುದಾನ 55 ಲಕ್ಷ, 15 ನೇ ಹಣಕಾಸು ಯೋಜನೆಯಿಂದ 125 ಲಕ್ಷ, ಸಂಪನ್ಮೂಲ, ಜಾಹೀರಾತು ತೆರಿಗೆಯಿಂದ 25 ಸಾವಿರ ರೂ. ಆದಾಯ ನಿರೀಕ್ಷಿಸಲಾಗಿದೆ. ಪಟ್ಟಣ ಪಂಚಾಯಿತಿ ಅಧಿಕಾರಿ ವರ್ಗ ಹಾಗೂ ಸದಸ್ಯರು ವೆಚ್ಚದ ವಿವರವನ್ನು ಮಂಡಿಸಿದರು. ಘನತ್ಯಾಜ್ಯ ವಿಲೇವಾರಿ ಘಟಕದ ಅಭಿವೃದ್ಧಿ ಮತ್ತು ನಿರ್ವಹಣೆಗಾಗಿ 194.70 ಲಕ್ಷ ರೂಪಾಯಿ, ಉದ್ಯಾನವನ ನಿರ್ಮಾಣಕ್ಕೆ 18 ಲಕ್ಷ ರೂಪಾಯಿ, ರಸ್ತೆ ಚರಂಡಿ ಅಭಿವೃದ್ಧಿಗೆ 80 ಲಕ್ಷ, ಬೀದಿ ದೀಪಗಳ ನಿರ್ವಹಣೆಗೆ 7.45 ಲಕ್ಷ ಹಾಗೂ 50 ಲಕ್ಷ, ಎಸ್ಸಿ/ಎಸ್ಟಿ ಸಮುದಾಯದ ಕಲ್ಯಾಣ ಹಾಗೂ ಅಂಗವಿಕಲರ ಶ್ರೇಯೋಭಿವೃದ್ಧಿಗೆ 73.60 ಲಕ್ಷ ರೂಪಾಯಿ ಕಾಯ್ದಿರಿಸಲಾಗಿದೆ. ಹುಳಿಯಾರು ಪಟ್ಟಣ ಪಂಚಾಯಿತಿಯ ನಾಗರೀಕರಿಗೆ ದಿನನಿತ್ಯದ ಅವಶ್ಯಕತೆಗಳಾದ ಕುಡಿಯುವ ನೀರಿನ ಪೂರೈಕೆ, ಬೀದಿ ದೀಪ, ಸ್ವಚ್ಛತೆ ಹಾಗೂ: [757, 147, 939, 355]
- dateline: ಕೋಲಾರ:: [208, 446, 232, 454]
- drain-body-left: [6, 1185, 146, 1335]
- section-rule: [202, 824, 942, 825]
- dateline: ಹುಳಿಯಾರು:: [6, 1186, 36, 1194]
- lead-headline: 40,48,515 ರೂಪಾಯಿ ಉಳಿತಾಯ ಬಜೆಟ್: [274, 89, 871, 133]
- drain-body-text: ಹುಳಿಯಾರು ಹೋಬಳಿಯ ತಿಮ್ಮಾಪುರ ಗ್ರಾಮ ಪಂಚಾಯಿತಿ ವ್ಯಾಪ್ತಿಯಲ್ಲಿ ಚರಂಡಿಗಳ ಸ್ವಚ್ಛತೆ ಮಾಡದೆ ತಿಂಗಳುಗಳೇ ಕಳೆದಿದ್ದು ಚರಂಡಿಯಲ್ಲಿ ಹೂಳು ತುಂಬಿ ಕೊಳಚೆ ನೀರು ರಸ್ತೆಗೆ ಹರಿಯುತ್ತಿದೆ. ಇದರಿಂದ ಸೊಳ್ಳೆಗಳ ಕಾಟ ಹೆಚ್ಚಾಗಿದ್ದು ಗ್ರಾಮಸ್ಥರು ಸಾಂಕ್ರಾಮಿಕ ರೋಗಗಳ ಭೀತಿಯಲ್ಲಿ ದಿನ ಕಳೆಯುವಂತಾಗಿದೆ. ಗ್ರಾಮ ಪಂಚಾಯಿತಿ ಅಧಿಕಾರಿಗಳಿಗೆ ಹಲವು ಬಾರಿ ಮನವಿ ಮಾಡಿದರೂ ಯಾವುದೇ ಪ್ರಯೋಜನವಾಗಿಲ್ಲ ಎಂದು ಗ್ರಾಮಸ್ಥರು ಆರೋಪಿಸಿದ್ದಾರೆ. ಚರಂಡಿಯಲ್ಲಿ ಗಿಡಗಂಟಿಗಳು ಬೆಳೆದು ನೀರು ಸರಾಗವಾಗಿ ಹರಿಯದೆ ನಿಂತಲ್ಲೇ ನಿಂತು ದುರ್ವಾಸನೆ ಬೀರುತ್ತಿದೆ. ಸ್ವಚ್ಛ ಭಾರತ ಅಭಿಯಾನದಡಿ ಲಕ್ಷಾಂತರ ರೂಪಾಯಿ ಅನುದಾನ ಬಿಡುಗಡೆಯಾದರೂ ಸ್ವಚ್ಛತೆ ಮರೀಚಿಕೆಯಾಗಿದೆ. 15 ನೇ ಹಣಕಾಸು ಯೋಜನೆಯಡಿ ಚರಂಡಿ ಸ್ವಚ್ಛತೆಗೆ ಹಣ ಮೀಸಲಿಟ್ಟಿದ್ದರೂ ಕೆಲಸ ಮಾಡಿಲ್ಲ. ಕೂಡಲೇ ಸಂಬಂಧಪಟ್ಟ ಅಧಿಕಾರಿಗಳು ಎಚ್ಚೆತ್ತು ಚರಂಡಿ ಸ್ವಚ್ಛಗೊಳಿಸಲು ಕ್ರಮ ಕೈಗೊಳ್ಳಬೇಕು ಎಂದು ಗ್ರಾಮಸ್ಥರು ಒತ್ತಾಯಿಸಿದ್ದಾರೆ. ಈ ಬಗ್ಗೆ ಗ್ರಾಮ ಪಂಚಾಯಿತಿ ಅಭಿವೃದ್ಧಿ ಅಧಿಕಾರಿಯನ್ನು ಸಂಪರ್ಕಿಸಿದಾಗ ಶೀಘ್ರದಲ್ಲೇ: [414, 1186, 564, 1334]
- tb-body-bottom: [385, 694, 721, 820]
- issue-day: ಬುಧವಾರ: [95, 32, 118, 40]
- wheelchair-photo: [12, 985, 190, 1125]
- lead-kicker: ಹುಳಿಯಾರು ಪಟ್ಟಣ ಪಂಚಾಯಿತಿಯ 2025-26 ನೇ ಸಾಲಿನ ಆಯವ್ಯಯ ಮಂಡನೆ: [375, 68, 770, 86]
- drain-body-text: ಹುಳಿಯಾರು ಹೋಬಳಿಯ ತಿಮ್ಮಾಪುರ ಗ್ರಾಮ ಪಂಚಾಯಿತಿ ವ್ಯಾಪ್ತಿಯಲ್ಲಿ ಚರಂಡಿಗಳ ಸ್ವಚ್ಛತೆ ಮಾಡದೆ ತಿಂಗಳುಗಳೇ ಕಳೆದಿದ್ದು ಚರಂಡಿಯಲ್ಲಿ ಹೂಳು ತುಂಬಿ ಕೊಳಚೆ ನೀರು ರಸ್ತೆಗೆ ಹರಿಯುತ್ತಿದೆ. ಇದರಿಂದ ಸೊಳ್ಳೆಗಳ ಕಾಟ ಹೆಚ್ಚಾಗಿದ್ದು ಗ್ರಾಮಸ್ಥರು ಸಾಂಕ್ರಾಮಿಕ ರೋಗಗಳ ಭೀತಿಯಲ್ಲಿ ದಿನ ಕಳೆಯುವಂತಾಗಿದೆ. ಗ್ರಾಮ ಪಂಚಾಯಿತಿ ಅಧಿಕಾರಿಗಳಿಗೆ ಹಲವು ಬಾರಿ ಮನವಿ ಮಾಡಿದರೂ ಯಾವುದೇ ಪ್ರಯೋಜನವಾಗಿಲ್ಲ ಎಂದು ಗ್ರಾಮಸ್ಥರು ಆರೋಪಿಸಿದ್ದಾರೆ. ಚರಂಡಿಯಲ್ಲಿ ಗಿಡಗಂಟಿಗಳು ಬೆಳೆದು ನೀರು ಸರಾಗವಾಗಿ ಹರಿಯದೆ ನಿಂತಲ್ಲೇ ನಿಂತು ದುರ್ವಾಸನೆ ಬೀರುತ್ತಿದೆ. ಸ್ವಚ್ಛ ಭಾರತ ಅಭಿಯಾನದಡಿ ಲಕ್ಷಾಂತರ ರೂಪಾಯಿ ಅನುದಾನ ಬಿಡುಗಡೆಯಾದರೂ ಸ್ವಚ್ಛತೆ ಮರೀಚಿಕೆಯಾಗಿದೆ. 15 ನೇ ಹಣಕಾಸು ಯೋಜನೆಯಡಿ ಚರಂಡಿ ಸ್ವಚ್ಛತೆಗೆ ಹಣ ಮೀಸಲಿಟ್ಟಿದ್ದರೂ ಕೆಲಸ ಮಾಡಿಲ್ಲ. ಕೂಡಲೇ ಸಂಬಂಧಪಟ್ಟ ಅಧಿಕಾರಿಗಳು ಎಚ್ಚೆತ್ತು ಚರಂಡಿ ಸ್ವಚ್ಛಗೊಳಿಸಲು ಕ್ರಮ ಕೈಗೊಳ್ಳಬೇಕು ಎಂದು ಗ್ರಾಮಸ್ಥರು ಒತ್ತಾಯಿಸಿದ್ದಾರೆ. ಈ ಬಗ್ಗೆ ಗ್ರಾಮ ಪಂಚಾಯಿತಿ ಅಭಿವೃದ್ಧಿ ಅಧಿಕಾರಿಯನ್ನು ಸಂಪರ್ಕಿಸಿದಾಗ ಶೀಘ್ರದಲ್ಲೇ ಚರಂಡಿ ಸ್ವಚ್ಛತೆ ಕೈಗೊಳ್ಳಲಾಗುವುದು ಎಂದು ತಿಳಿಸಿದರು. ಗ್ರಾಮದ ಪ್ರಮುಖ ರಸ್ತೆಗಳ ಬದಿಯಲ್ಲಿರುವ ಚರಂಡಿಗಳು ಸಂಪೂರ್ಣ ಮುಚ್ಚಿಹೋಗಿದ್ದು ಮಳೆಗಾಲಕ್ಕೂ ಮುನ್ನ ಸ್ವಚ್ಛಗೊಳಿಸದಿದ್ದರೆ ಮನೆಗಳಿಗೆ ನೀರು ನುಗ್ಗುವ ಸಾಧ್ಯತೆ ಇದೆ.: [6, 1339, 564, 1397]
- tb-body-continued: ಭಾರತವನ್ನು ಕ್ಷಯ ರೋಗ ಮುಕ್ತಗೊಳಿಸಲು ಪ್ರತಿಯೊಬ್ಬರೂ ಕೈಜೋಡಿಸಬೇಕು ಎಂದು ಜಿಲ್ಲಾ ಪಂಚಾಯತ್ ಮುಖ್ಯ ಕಾರ್ಯನಿರ್ವಾಹಕಾಧಿಕಾರಿ ಡಾ.ಪ್ರವೀಣ್.ಪಿ.ಬಾಗೇವಾಡಿ ಅವರು ತಿಳಿಸಿದರು. ಸೋಮವಾರ ಜಿಲ್ಲಾ ಆಡಳಿತ, ಜಿಲ್ಲಾ ಪಂಚಾಯತಿ ಹಾಗೂ ಜಿಲ್ಲಾ ಆರೋಗ್ಯ ಮತ್ತು ಕುಟುಂಬ ಕಲ್ಯಾಣ ಇಲಾಖೆ ವತಿಯಿಂದ ನಗರದ ಜಿಲ್ಲಾ ಪಂಚಾಯತ್ ಸಭಾಂಗಣದಲ್ಲಿ ಹಮ್ಮಿಕೊಳ್ಳಲಾಗಿದ್ದ ವಿಶ್ವ ಕ್ಷಯ ರೋಗ ದಿನಾಚರಣೆ ಕಾರ್ಯಕ್ರಮ ಉದ್ಘಾಟಿಸಿ ಮಾತನಾಡಿದರು. ಕೇಂದ್ರ ಸರ್ಕಾರ 2025 ರಲ್ಲಿ ದೇಶವನ್ನು ಸಂಪೂರ್ಣ ಕ್ಷಯ ರೋಗ ಮುಕ್ತವನ್ನಾಗಿಸುವ ಗುರಿ ಹೊಂದಿದೆ. ಕ್ಷಯ ರೋಗ ನಿರ್ಮೂಲನೆಯಲ್ಲಿ ಜಿಲ್ಲಾ ಆರೋಗ್ಯ ಮತ್ತು ಕುಟುಂಬ ಕಲ್ಯಾಣ ಇಲಾಖೆ ಉತ್ತಮ ಕಾರ್ಯನಿರ್ವಹಿಸುತ್ತಿದೆ. ಜಿಲ್ಲೆಯನ್ನು ಕ್ಷಯ ಮುಕ್ತ ಮಾಡಲು ಎಲ್ಲರೂ ಸಹಕರಿಸಬೇಕು ಎಂದರು. ಜಿಲ್ಲಾ ಆರೋಗ್ಯ ಮತ್ತು ಕುಟುಂಬ ಕಲ್ಯಾಣ ಅಧಿಕಾರಿ ಶ್ರೀನಿವಾಸ ಅವರು ಮಾತನಾಡಿ, ಪ್ರಸಕ್ತ ವರ್ಷ ಕ್ಷಯರೋಗ ನಿಯಂತ್ರಣದಲ್ಲಿ ಉತ್ತಮ ಸಾಧನೆ ಮಾಡಿದ ಗ್ರಾಮ ಪಂಚಾಯಿತಿಗಳಿಗೆ ಪ್ರಶಸ್ತಿ ನೀಡಲಾಗುತ್ತಿದೆ. ಕ್ಷಯ ರೋಗದ ಲಕ್ಷಣಗಳು ಕಂಡುಬಂದಲ್ಲಿ ತಕ್ಷಣ ಹತ್ತಿರದ ಆಸ್ಪತ್ರೆಗೆ ಭೇಟಿ ನೀಡಿ ಪರೀಕ್ಷೆ ಮಾಡಿಸಿಕೊಳ್ಳಬೇಕು ಎಂದು ಮನವಿ ಮಾಡಿದರು. ಕಾರ್ಯಕ್ರಮದಲ್ಲಿ ಜಿಲ್ಲಾ ಕ್ಷಯ ರೋಗ ನಿಯಂತ್ರಣಾಧಿಕಾರಿ, ಜಿಲ್ಲಾ ಸರ್ವೇಕ್ಷಣಾಧಿಕಾರಿ, ತಾಲ್ಲೂಕು ಆರೋಗ್ಯಾಧಿಕಾರಿಗಳು, ವೈದ್ಯಾಧಿಕಾರಿಗಳು, ಕ್ಷೇತ್ರ ಆರೋಗ್ಯ ಶಿಕ್ಷಣಾಧಿಕಾರಿಗಳು, ಸಮುದಾಯ ಆರೋಗ್ಯ ಅಧಿಕಾರಿಗಳು ಹಾಗೂ ಎನ್.ಟಿ.ಇ.ಪಿ ಸಿಬ್ಬಂದಿ ವರ್ಗದವರು ಭಾಗವಹಿಸಿದ್ದರು.: [385, 695, 721, 793]
- application-body-text: 2025-26ನೇ ಸಾಲಿನಲ್ಲಿ ಅಲ್ಪಸಂಖ್ಯಾತರ ಕಲ್ಯಾಣ ಇಲಾಖೆ ಕೋಲಾರ ಜಿಲ್ಲಾ ಅಲ್ಪಸಂಖ್ಯಾತರ ಕಲ್ಯಾಣ ಇಲಾಖೆಯ ವ್ಯಾಪ್ತಿಯಲ್ಲಿರುವ ಡಾ. ಎ.ಪಿ.ಜೆ ಅಬ್ದುಲ್ ಕಲಾಂ ವಸತಿ ಶಾಲೆ, ಕೋಲಾರ (ಸಿಬಿಎಸ್‌ಇ) ಹಾಗೂ ಅಲ್ಪಸಂಖ್ಯಾತರ ಮೊರಾರ್ಜಿ ದೇಸಾಯಿ ವಸತಿ ಶಾಲೆ, ಕೋಲಾರ ಮತ್ತು ಅಲ್ಪಸಂಖ್ಯಾತರ ಮೊರಾರ್ಜಿ ದೇಸಾಯಿ ವಸತಿ ಶಾಲೆ, ಬಂಗಾರಪೇಟೆ ಮತ್ತು ಶ್ರೀನಿವಾಸಪುರ ಶಾಲೆಗಳಿಗೆ ಪ್ರವೇಶಕ್ಕಾಗಿ ಅರ್ಜಿ ಸಲ್ಲಿಸುವ ಅವಧಿಯನ್ನು ವಿಸ್ತರಿಸಲಾಗಿದೆ. ವಿದ್ಯಾರ್ಥಿಗಳ ಪೋಷಕರ ವಾರ್ಷಿಕ ವರಮಾನವು ರೂ.2.50 ಲಕ್ಷಗಳಿಗೆ ಮೀರಬಾರದು. ಅರ್ಜಿಯನ್ನು ಆನ್‌ಲೈನ್ ಮೂಲಕ https://sevasindhuservices.karnataka.gov.in ನಲ್ಲಿ ಸಲ್ಲಿಸಬಹುದಾಗಿದೆ. ಹೆಚ್ಚಿನ ಮಾಹಿತಿಗಾಗಿ ದೂರವಾಣಿ ಸಂಖ್ಯೆ 08152-295257, 9686799165/9591205356, 9900393001/7892859599, 7760391781/9964944123, 7899266051/9590022711 ಸಂಪರ್ಕಿಸಬಹುದು ಎಂದು ಅಲ್ಪಸಂಖ್ಯಾತರ ಕಲ್ಯಾಣ ಇಲಾಖೆಯ ಜಿಲ್ಲಾ ಅಧಿಕಾರಿಗಳು ಪ್ರಕಟಣೆಯಲ್ಲಿ ತಿಳಿಸಿದ್ದಾರೆ.: [742, 447, 939, 575]
- application-headline: ಅರ್ಜಿ ಸಲ್ಲಿಕೆ ಅವಧಿ ವಿಸ್ತರಣೆ: [753, 368, 927, 431]
- vendor-body: [575, 977, 937, 1127]
- left-column: [4, 63, 200, 1131]
- tb-body-left: [208, 445, 380, 820]
- section-rule-dotted: [0, 1133, 945, 1136]
- tb-kicker: ಸಿಇಒ ಡಾ.ಪ್ರವೀಣ್.ಪಿ.ಬಾಗೇವಾಡಿ ಸಲಹೆ: [338, 366, 524, 385]
- lead-budget-photo: [398, 148, 753, 280]
- left-story-4: [9, 379, 195, 511]
- dateline: ವಿಜಯಪುರ:: [575, 978, 604, 986]
- left-story-body: ಶ್ರೀ ಕ್ಷೇತ್ರ ಧರ್ಮಸ್ಥಳ ಗ್ರಾಮಾಭಿವೃದ್ಧಿ ಯೋಜನೆ ಬಿ.ಸಿ.ಟ್ರಸ್ಟ್ ವತಿಯಿಂದ ವಿಶೇಷ ಫಲಾನುಭವಿಗಳಿಗೆ ಉಚಿತವಾಗಿ ವೀಲ್ ಚೇರ್ ವಿತರಣೆ ಮಾಡಲಾಯಿತು. ಧರ್ಮಸ್ಥಳ ಗ್ರಾಮಾಭಿವೃದ್ಧಿ ಯೋಜನೆಯ ಅಧಿಕಾರಿ ಕುಮಾರ್ ಮಾತನಾಡಿ, ಕ್ಷೇತ್ರದಿಂದ ಗ್ರಾಮದ ನಿರ್ಗತಿಕರಿಗೆ ಮಾಸಾಶನವನ್ನು ನೀಡಲಾಗುತ್ತಿದೆ. ಸದಸ್ಯರ ಮಕ್ಕಳಿಗೆ ಸುಜ್ಞಾನ ನಿಧಿ ಶಿಷ್ಯವೇತನ, ಅಂಗವಿಕಲರಿಗೆ ಸಲಕರಣೆಗಳು ಮತ್ತು ವಾತ್ಸಲ್ಯ ಕಾರ್ಯಕ್ರಮದ ಮೂಲಕ ವೀಲ್ ಚೇರ್, ವಾಕಿಂಗ್ ಸ್ಟಿಕ್, ವಾಟರ್ ಬೆಡ್, ಕಮೋಡ್ ಚೇರ್ ವಿತರಿಸಲಾಗುತ್ತಿದೆ ಎಂದರು. ಈ ಸಂದರ್ಭದಲ್ಲಿ ಸೇವಾ ಪ್ರತಿನಿಧಿ ತಿಪ್ಪೇಶ್, ನಾರಾಯಣಪ್ಪ ಉಪಸ್ಥಿತರಿದ್ದರು.: [9, 548, 195, 627]
- vendor-headline: ಬೀದಿಬದಿ ವ್ಯಾಪಾರಿಗಳು ಸುಂಕವನ್ನು ಕಟ್ಟುವಂತಿಲ್ಲ: [626, 832, 886, 852]
- left-story-2: [9, 213, 195, 295]
- tb-headline: ಕ್ಷಯ ಮುಕ್ತ ಭಾರತಕ್ಕೆ ಕೈಜೋಡಿಸಿ: [287, 389, 648, 429]
